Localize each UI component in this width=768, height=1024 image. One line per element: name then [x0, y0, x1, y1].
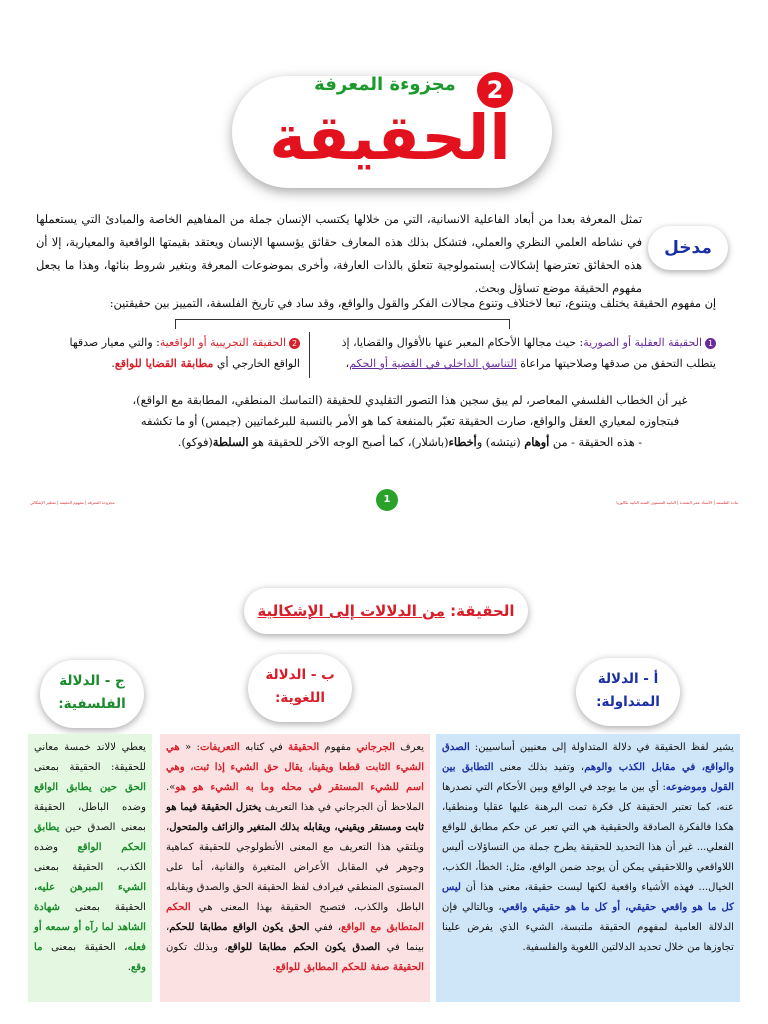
header-philosophical-meaning: ج - الدلالة الفلسفية: [40, 660, 144, 728]
header-common-meaning: أ - الدلالة المتداولة: [576, 658, 680, 726]
footer-left: مجزوءة المعرفة | مفهوم الحقيقة | تقطير الإشكالي [30, 500, 115, 505]
truth-rational-label: الحقيقة العقلية أو الصورية [583, 336, 702, 349]
intro-label: مدخل [648, 226, 728, 270]
footer-right: مادة الفلسفة | الأستاذ عمر الشعدة | الثانية المستوى السنة الثانية بكالوريا [616, 500, 738, 505]
page-title: الحقيقة [269, 101, 511, 174]
truth-rational-highlight: التناسق الداخلي في القضية أو الحكم [349, 357, 517, 370]
bracket-connector [175, 319, 510, 329]
truth-empirical-block: 2الحقيقة التجريبية أو الواقعية: والتي معيار صدقها الواقع الخارجي أي مطابقة القضايا للواقع. [69, 336, 300, 370]
truth-rational-block: 1الحقيقة العقلية أو الصورية: حيث مجالها الأحكام المعبر عنها بالأقوال والقضايا، إذ يتطلب التحقق من صدقها وصلاحيتها مراعاة التناسق الداخلي في القضية أو الحكم، [341, 336, 716, 370]
truth-empirical-highlight: مطابقة القضايا للواقع [114, 357, 214, 370]
header-linguistic-meaning: ب - الدلالة اللغوية: [248, 654, 352, 722]
column-divider [309, 332, 310, 378]
truth-empirical-text: : والتي معيار صدقها الواقع الخارجي أي [69, 336, 300, 370]
contemporary-paragraph: غير أن الخطاب الفلسفي المعاصر، لم يبق سجين هذا التصور التقليدي للحقيقة (التماسك المنطقي، المطابقة مع الواقع)، فبتجاوزه لمعياري العقل والواقع، صارت الحقيقة تعبّر بالمنفعة كما هو الأمر بالنسبة للبرغماتيين (جيمس) أو ما تكشفه - هذه الحقيقة - من أوهام (نيتشه) وأخطاء(باشلار)، كما أصبح الوجه الآخر للحقيقة هو السلطة(فوكو). [132, 394, 688, 449]
truth-rational-text: : حيث مجالها الأحكام المعبر عنها بالأقوال والقضايا، إذ يتطلب التحقق من صدقها وصلاحيتها مراعاة [341, 336, 716, 370]
unit-number-badge: 2 [477, 72, 513, 108]
number-bullet: 1 [705, 338, 716, 349]
philosophical-meaning-box: يعطي لالاند خمسة معاني للحقيقة: الحقيقة بمعنى الحق حين يطابق الواقع وضده الباطل، الحقيقة بمعنى الصدق حين يطابق الحكم الواقع وضده الكذب، الحقيقة بمعنى الشيء المبرهن عليه، الحقيقة بمعنى شهادة الشاهد لما رآه أو سمعه أو فعله، الحقيقة بمعنى ما وقع. [28, 734, 152, 1002]
module-title: مجزوءة المعرفة [314, 74, 456, 95]
truth-empirical-label: الحقيقة التجريبية أو الواقعية [159, 336, 286, 349]
section-banner: الحقيقة: من الدلالات إلى الإشكالية [244, 588, 528, 634]
linguistic-meaning-box: يعرف الجرجاني مفهوم الحقيقة في كتابه التعريفات: « هي الشيء الثابت قطعا ويقينا، يقال حق الشيء إذا ثبت، وهي اسم للشيء المستقر في محله وما به الشيء هو هو». الملاحظ أن الجرجاني في هذا التعريف يختزل الحقيقة فيما هو ثابت ومستقر ويقيني، ويقابله بذلك المتغير والزائف والمتحول، ويلتقي هذا التعريف مع المعنى الأنطولوجي للحقيقة كماهية وجوهر في المقابل الأعراض المتغيرة والفانية، أما على المستوى المنطقي فيرادف لفظ الحقيقة الحق والصدق ويقابله الباطل والكذب، فتصبح الحقيقة بهذا المعنى هي الحكم المتطابق مع الواقع، ففي الحق يكون الواقع مطابقا للحكم، بينما في الصدق يكون الحكم مطابقا للواقع، وبذلك تكون الحقيقة صفة للحكم المطابق للواقع. [160, 734, 430, 1002]
intro-paragraph: تمثل المعرفة بعدا من أبعاد الفاعلية الانسانية، التي من خلالها يكتسب الإنسان جملة من المفاهيم الخاصة والمبادئ التي يستعملها في نشاطه العلمي النظري والعملي، فتشكل بذلك هذه المعارف حقائق يؤسسها الإنسان ويعتقد بقيمتها الواقعية والمعيارية، إلا أن هذه الحقائق تعترضها إشكالات إبستمولوجية تتعلق بالذات العارفة، وأخرى بموضوعات المعرفة وبتغير شروط بنائها، وهذا ما يجعل مفهوم الحقيقة موضع تساؤل وبحث. [36, 213, 642, 295]
lead-paragraph: إن مفهوم الحقيقة يختلف ويتنوع، تبعا لاختلاف وتنوع مجالات الفكر والقول والواقع، وقد ساد في تاريخ الفلسفة، التمييز بين حقيقتين: [109, 297, 716, 310]
common-meaning-box: يشير لفظ الحقيقة في دلالة المتداولة إلى معنيين أساسيين: الصدق والواقع، في مقابل الكذب والوهم، وتفيد بذلك معنى التطابق بين القول وموضوعه: أي بين ما يوجد في الواقع وبين الأحكام التي نصدرها عنه، كما تعتبر الحقيقة كل فكرة تمت البرهنة عليها عقليا ومنطقيا، هكذا فالفكرة الصادقة والحقيقية هي التي تعبر عن حكم مطابق للواقع الفعلي... غير أن هذا التحديد للحقيقة يطرح جملة من التساؤلات أليس اللاواقعي واللاحقيقي يمكن أن يوجد ضمن الواقع، مثل: الخطأ، الكذب، الخيال... فهذه الأشياء واقعية لكنها ليست حقيقة، معنى هذا أن ليس كل ما هو واقعي حقيقي، أو كل ما هو حقيقي واقعي، وبالتالي فإن الدلالة العامية لمفهوم الحقيقة ملتبسة، الشيء الذي يفرض علينا تجاوزها من خلال تحديد الدلالتين اللغوية والفلسفية. [436, 734, 740, 1002]
page-number: 1 [376, 489, 398, 511]
number-bullet: 2 [289, 338, 300, 349]
